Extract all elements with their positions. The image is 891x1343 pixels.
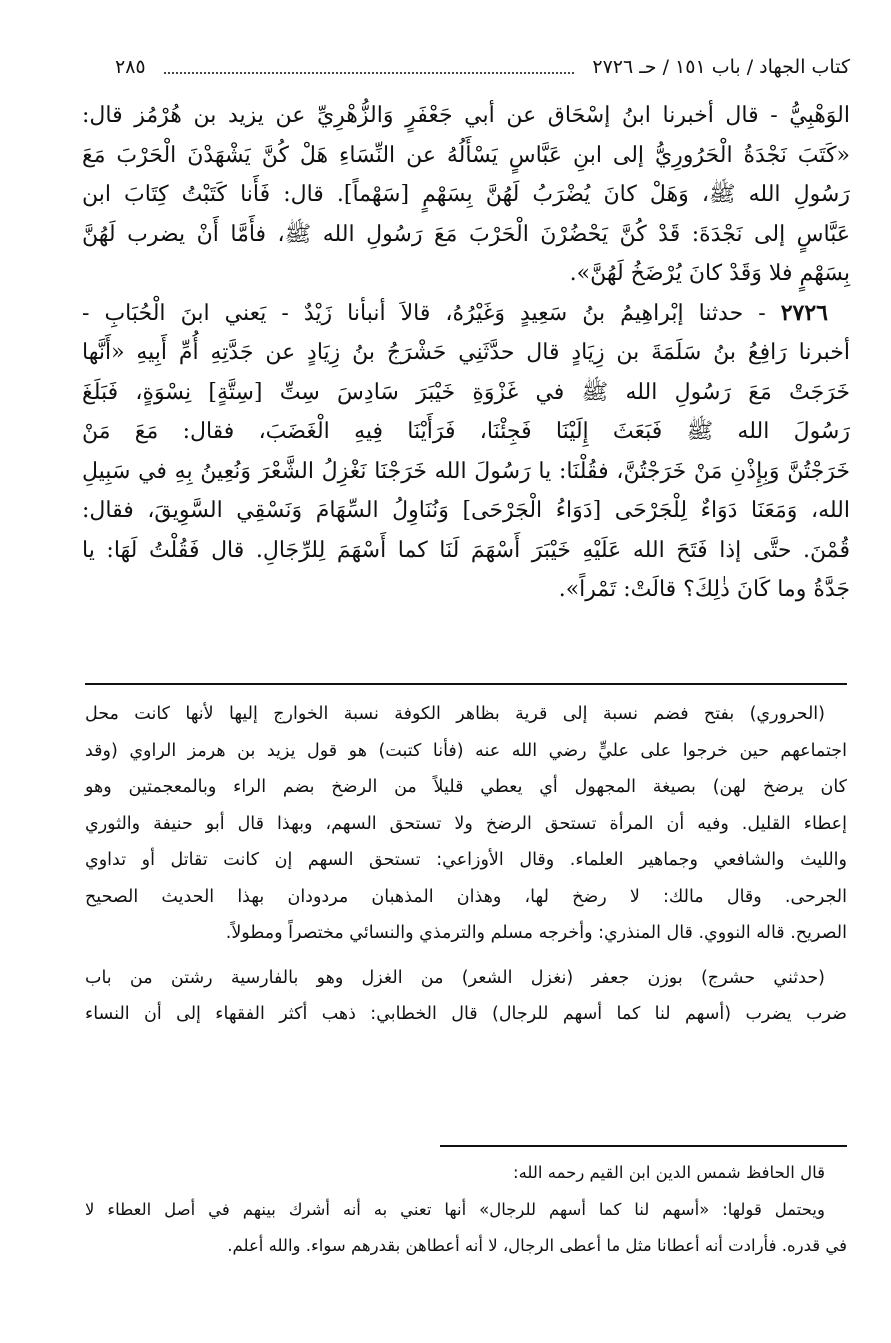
text-line: رَسُولَ الله ﷺ فَبَعَثَ إِلَيْنَا فَجِئْنَا، فَرَأَيْنَا فِيهِ الْغَضَبَ، فقال: مَعَ مَنْ bbox=[82, 419, 850, 444]
text-line: قُمْنَ. حتَّى إذا فَتَحَ الله عَلَيْهِ خَيْبَرَ أَسْهَمَ لَنَا كما أَسْهَمَ لِلرِّجَالِ. قال فَقُلْتُ لَهَا: يا bbox=[82, 537, 850, 563]
text-line: أخبرنا رَافِعُ بنُ سَلَمَةَ بن زِيَادٍ قال حدَّثَنِي حَشْرَجُ بنُ زِيَادٍ عن جَدَّتِهِ أُمِّ أَبِيهِ «أَنَّها bbox=[82, 340, 851, 365]
footnote-divider bbox=[85, 683, 847, 685]
note-line: ضرب يضرب (أسهم لنا كما أسهم للرجال) قال الخطابي: ذهب أكثر الفقهاء إلى أن النساء bbox=[85, 1004, 847, 1024]
hadith-number: ٢٧٢٦ bbox=[780, 299, 828, 326]
main-text bbox=[82, 96, 850, 610]
note-line: (حدثني حشرج) بوزن جعفر (نغزل الشعر) من الغزل وهو بالفارسية رشتن من باب bbox=[85, 967, 825, 988]
text-line: بِسَهْمٍ فلا وَقَدْ كانَ يُرْضَخُ لَهُنَّ». bbox=[569, 261, 850, 286]
note-line: الصريح. قاله النووي. قال المنذري: وأخرجه مسلم والترمذي والنسائي مختصراً ومطولاً. bbox=[225, 923, 847, 943]
note-line: إعطاء القليل. وفيه أن المرأة تستحق الرضخ ولا تستحق السهم، وبهذا قال أبو حنيفة والثوري bbox=[85, 813, 847, 834]
text-line: الوَهْبِيُّ - قال أخبرنا ابنُ إسْحَاق عن أبي جَعْفَرٍ وَالزُّهْرِيِّ عن يزيد بن هُرْمُز قال: bbox=[82, 103, 850, 128]
note-heading: قال الحافظ شمس الدين ابن القيم رحمه الله: bbox=[513, 1163, 825, 1182]
text-line: - حدثنا إبْراهِيمُ بنُ سَعِيدٍ وَغَيْرُهُ، قالاَ أنبأنا زَيْدٌ - يَعني ابنَ الْحُبَابِ - bbox=[82, 300, 766, 326]
chapter-title: كتاب الجهاد / باب ١٥١ / حـ ٢٧٢٦ bbox=[592, 56, 850, 78]
text-line: عَبَّاسٍ إلى نَجْدَةَ: قَدْ كُنَّ يَحْضُرْنَ الْحَرْبَ مَعَ رَسُولِ الله ﷺ، فأَمَّا أَنْ يضرب لَهُنَّ bbox=[82, 221, 850, 247]
text-line: خَرَجَتْ مَعَ رَسُولِ الله ﷺ في غَزْوَةِ خَيْبَرَ سَادِسَ سِتِّ [سِتَّةٍ] نِسْوَةٍ، فَبَلَغَ bbox=[82, 379, 850, 405]
note-line: في قدره. فأرادت أنه أعطانا مثل ما أعطى الرجال، لا أنه أعطاهن بقدرهم سواء. والله أعلم. bbox=[227, 1236, 847, 1255]
running-header bbox=[115, 52, 850, 82]
ibn-qayyim-note bbox=[85, 1155, 847, 1265]
note-line: (الحروري) بفتح فضم نسبة إلى قرية بظاهر الكوفة نسبة الخوارج إليها لأنها كانت محل bbox=[85, 704, 825, 724]
text-line: «كَتَبَ نَجْدَةُ الْحَرُورِيُّ إلى ابنِ عَبَّاسٍ يَسْأَلُهُ عن النِّسَاءِ هَلْ كُنَّ يَشْهَدْنَ الْحَرْبَ مَعَ bbox=[82, 142, 850, 168]
page-number: ٢٨٥ bbox=[115, 56, 146, 78]
footnote-commentary bbox=[85, 696, 847, 1033]
note-line: كان يرضخ لهن) بصيغة المجهول أي يعطي قليلاً من الرضخ بضم الراء وبالمعجمتين وهو bbox=[85, 777, 847, 797]
note-line: اجتماعهم حين خرجوا على عليٍّ رضي الله عنه (فأنا كتبت) هو قول يزيد بن هرمز الراوي (وقد bbox=[85, 740, 847, 761]
short-divider bbox=[440, 1145, 847, 1147]
text-line: جَدَّةُ وما كَانَ ذٰلِكَ؟ قالَتْ: تَمْراً». bbox=[558, 577, 850, 602]
note-line: الجرحى. وقال مالك: لا رضخ لها، وهذان المذهبان مردودان بهذا الحديث الصحيح bbox=[85, 886, 847, 907]
note-line: ويحتمل قولها: «أسهم لنا كما أسهم للرجال» أنها تعني به أنه أشرك بينهم في أصل العطاء لا bbox=[85, 1199, 825, 1219]
text-line: رَسُولِ الله ﷺ، وَهَلْ كانَ يُضْرَبُ لَهُنَّ بِسَهْمٍ [سَهْماً]. قال: فَأَنا كَتَبْتُ كِتَابَ ابن bbox=[82, 182, 850, 207]
leader-dots bbox=[164, 60, 575, 74]
text-line: خَرَجْتُنَّ وَبِإِذْنِ مَنْ خَرَجْتُنَّ، فقُلْنَا: يا رَسُولَ الله خَرَجْنَا نَغْزِلُ الشَّعْرَ وَنُعِينُ بِهِ في سَبِيلِ bbox=[82, 458, 850, 484]
text-line: الله، وَمَعَنَا دَوَاءٌ لِلْجَرْحَى [دَوَاءُ الْجَرْحَى] وَنُنَاوِلُ السِّهَامَ وَنَسْقِي السَّوِيقَ، فقال: bbox=[82, 498, 850, 523]
note-line: والليث والشافعي وجماهير العلماء. وقال الأوزاعي: تستحق السهم إن كانت تقاتل أو تداوي bbox=[85, 850, 847, 870]
hadith-heading-line bbox=[82, 294, 850, 334]
